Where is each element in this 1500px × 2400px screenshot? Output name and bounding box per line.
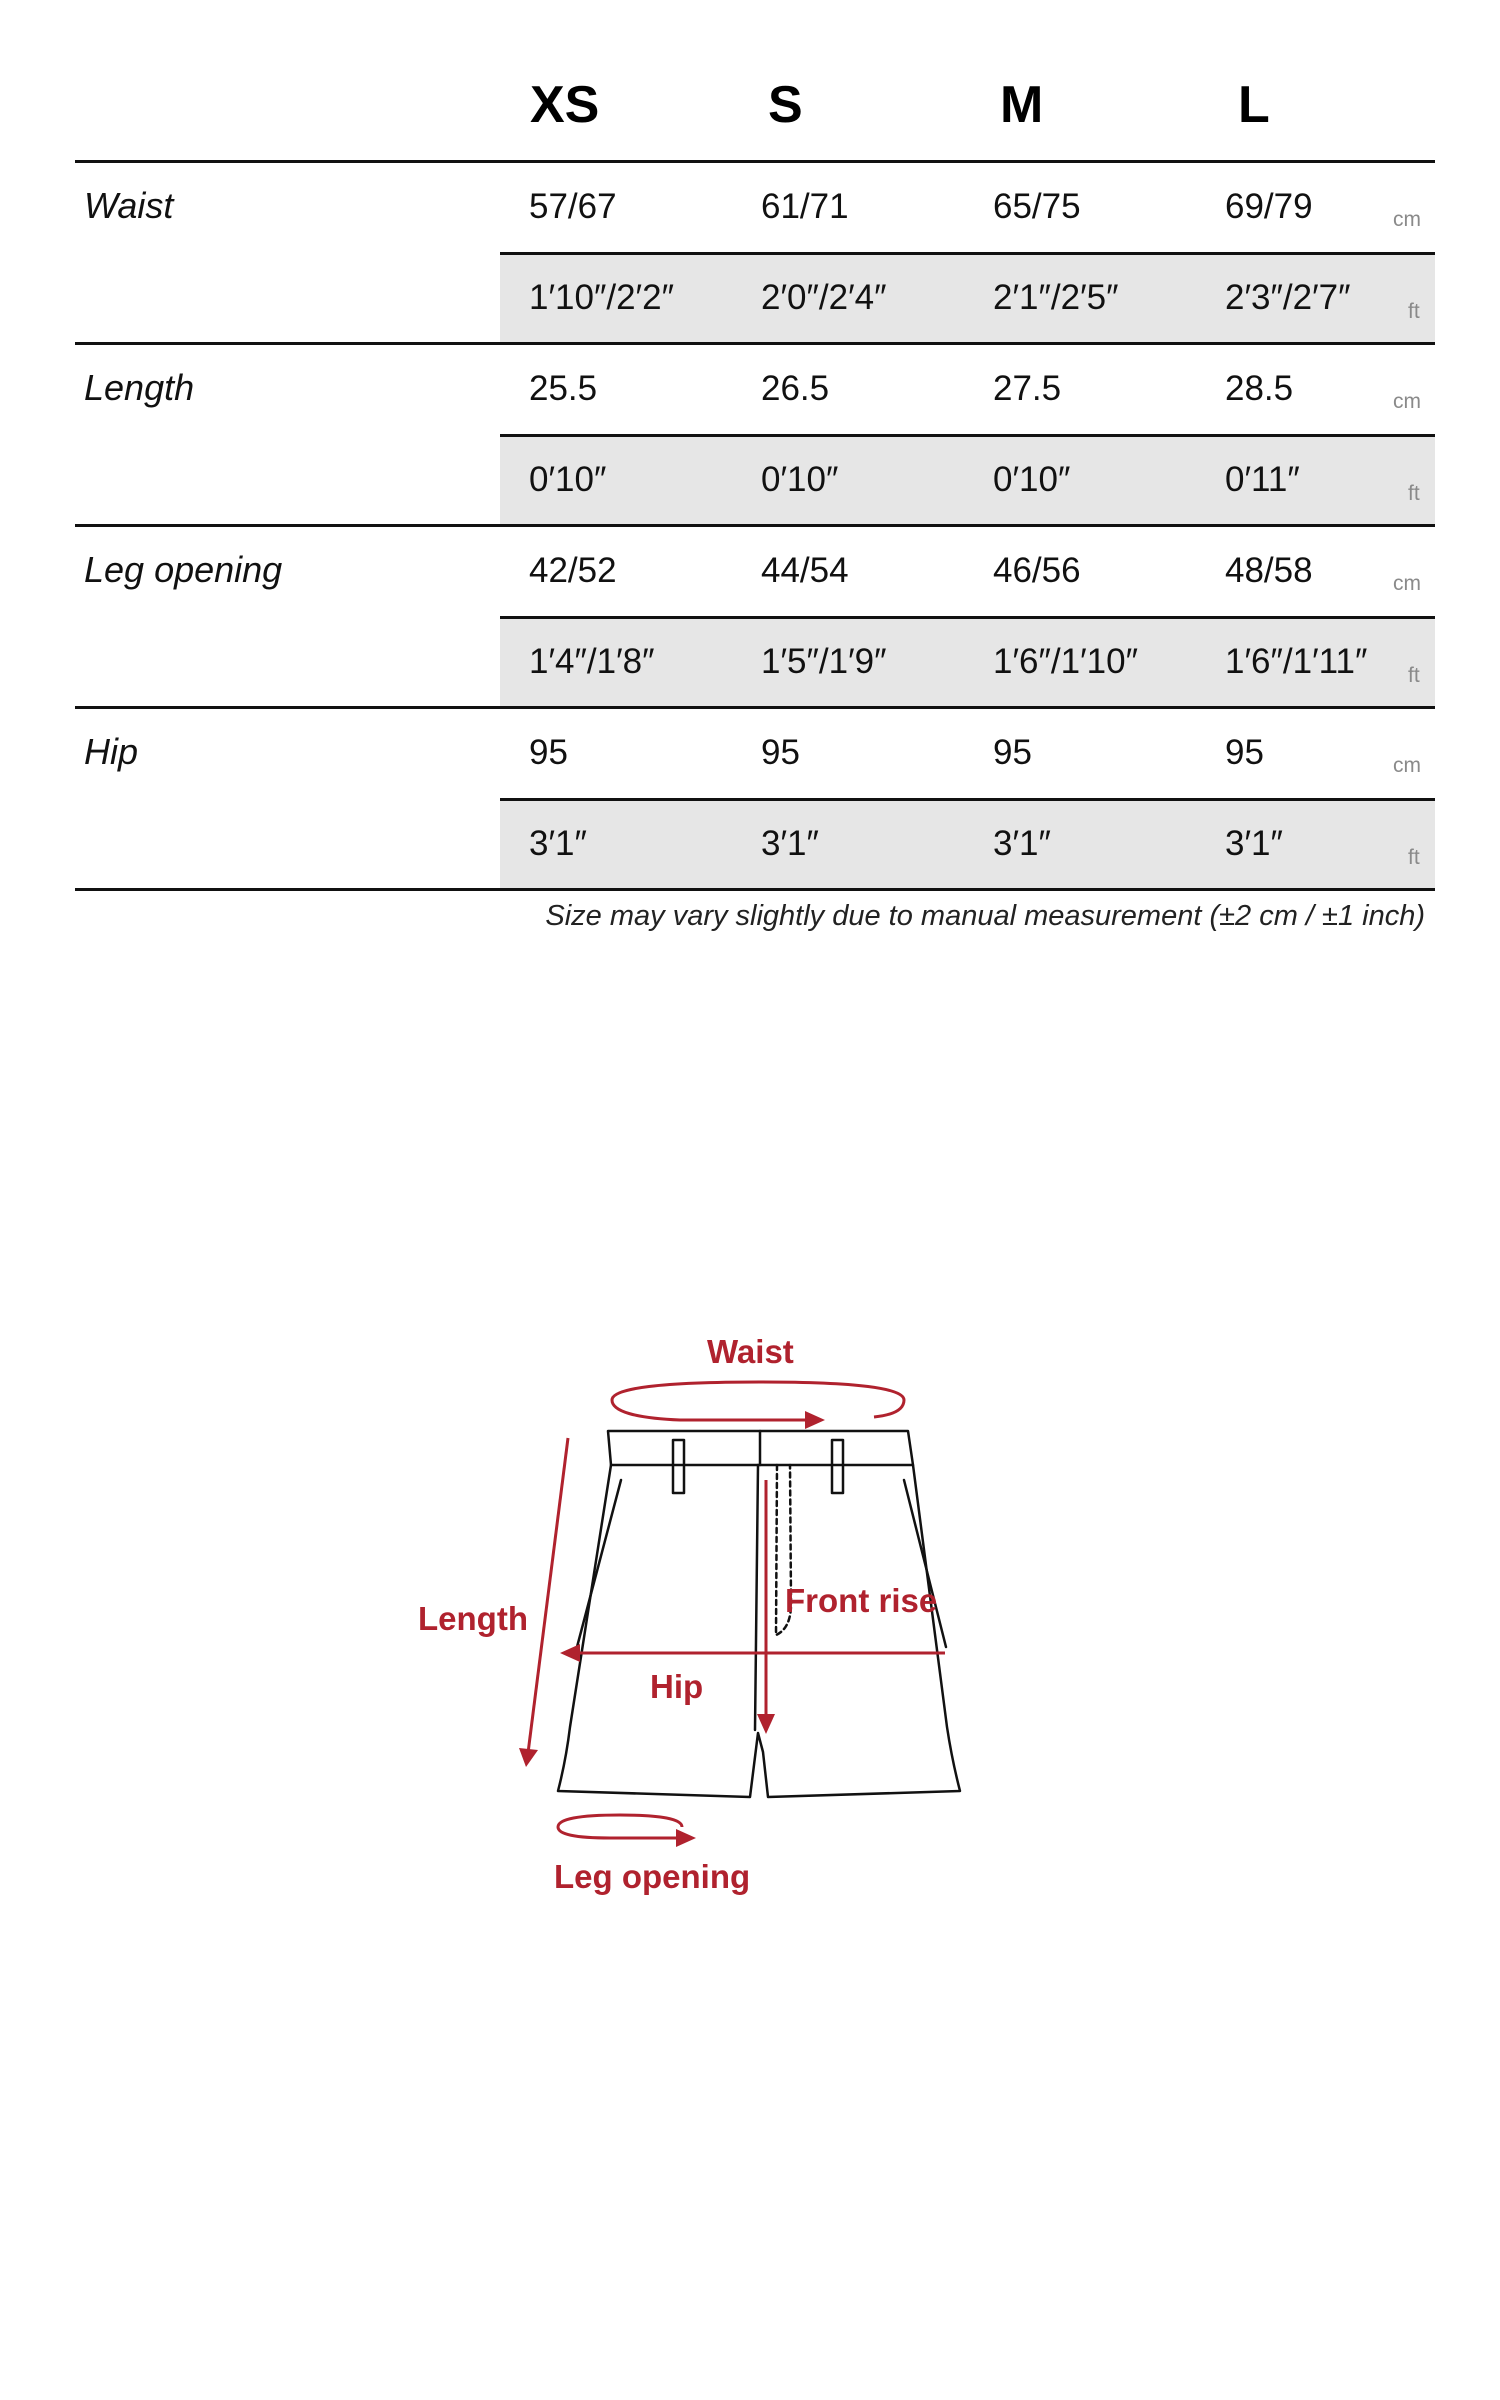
unit-ft-label: ft [1408,846,1420,869]
measurement-footnote: Size may vary slightly due to manual measurement (±2 cm / ±1 inch) [545,900,1425,932]
row-label-waist: Waist [84,185,174,226]
row-group-rule [75,342,1435,345]
cell-waist-l-cm: 69/79 [1225,187,1313,226]
size-header-xs: XS [530,76,600,134]
cell-length-xs-ft: 0′10″ [529,460,607,499]
cell-waist-s-ft: 2′0″/2′4″ [761,278,887,317]
cell-waist-xs-cm: 57/67 [529,187,617,226]
cell-hip-l-ft: 3′1″ [1225,824,1283,863]
unit-cm-label: cm [1393,208,1421,231]
size-header-m: M [1000,76,1044,134]
ft-row-band [500,801,1435,888]
cell-leg-opening-l-ft: 1′6″/1′11″ [1225,642,1368,681]
label-front-rise: Front rise [785,1582,938,1619]
cell-hip-l-cm: 95 [1225,733,1264,772]
size-header-s: S [768,76,803,134]
unit-ft-label: ft [1408,482,1420,505]
cell-leg-opening-xs-ft: 1′4″/1′8″ [529,642,655,681]
label-hip: Hip [650,1668,704,1705]
shorts-measurement-diagram [380,1300,1030,1920]
waist-arrow [612,1382,904,1420]
cell-waist-s-cm: 61/71 [761,187,849,226]
size-chart-table [75,0,1435,960]
table-bottom-rule [75,888,1435,891]
cell-length-m-ft: 0′10″ [993,460,1071,499]
unit-ft-label: ft [1408,664,1420,687]
cell-hip-s-ft: 3′1″ [761,824,819,863]
label-length: Length [418,1600,528,1637]
row-group-rule [75,706,1435,709]
table-top-rule [75,160,1435,163]
unit-cm-label: cm [1393,754,1421,777]
unit-cm-label: cm [1393,390,1421,413]
cell-hip-m-cm: 95 [993,733,1032,772]
cell-length-m-cm: 27.5 [993,369,1062,408]
unit-cm-label: cm [1393,572,1421,595]
cell-leg-opening-s-cm: 44/54 [761,551,849,590]
cell-hip-m-ft: 3′1″ [993,824,1051,863]
cell-hip-s-cm: 95 [761,733,800,772]
size-header-l: L [1238,76,1270,134]
cell-length-l-ft: 0′11″ [1225,460,1300,499]
cell-leg-opening-m-ft: 1′6″/1′10″ [993,642,1138,681]
leg-opening-arrow [558,1815,682,1838]
cell-leg-opening-s-ft: 1′5″/1′9″ [761,642,887,681]
cell-waist-m-ft: 2′1″/2′5″ [993,278,1119,317]
row-label-leg-opening: Leg opening [84,549,283,590]
belt-loop-right [832,1440,843,1493]
cell-waist-xs-ft: 1′10″/2′2″ [529,278,674,317]
cell-leg-opening-m-cm: 46/56 [993,551,1081,590]
row-label-hip: Hip [84,731,139,772]
cell-hip-xs-cm: 95 [529,733,568,772]
row-group-rule [75,524,1435,527]
label-leg-opening: Leg opening [554,1858,751,1895]
cell-waist-m-cm: 65/75 [993,187,1081,226]
unit-ft-label: ft [1408,300,1420,323]
length-arrow [528,1438,568,1753]
cell-leg-opening-xs-cm: 42/52 [529,551,617,590]
cell-waist-l-ft: 2′3″/2′7″ [1225,278,1351,317]
cell-hip-xs-ft: 3′1″ [529,824,587,863]
cell-length-l-cm: 28.5 [1225,369,1294,408]
row-label-length: Length [84,367,195,408]
label-waist: Waist [707,1333,794,1370]
belt-loop-left [673,1440,684,1493]
shorts-body [558,1465,960,1797]
cell-length-s-cm: 26.5 [761,369,830,408]
cell-leg-opening-l-cm: 48/58 [1225,551,1313,590]
cell-length-xs-cm: 25.5 [529,369,598,408]
cell-length-s-ft: 0′10″ [761,460,839,499]
